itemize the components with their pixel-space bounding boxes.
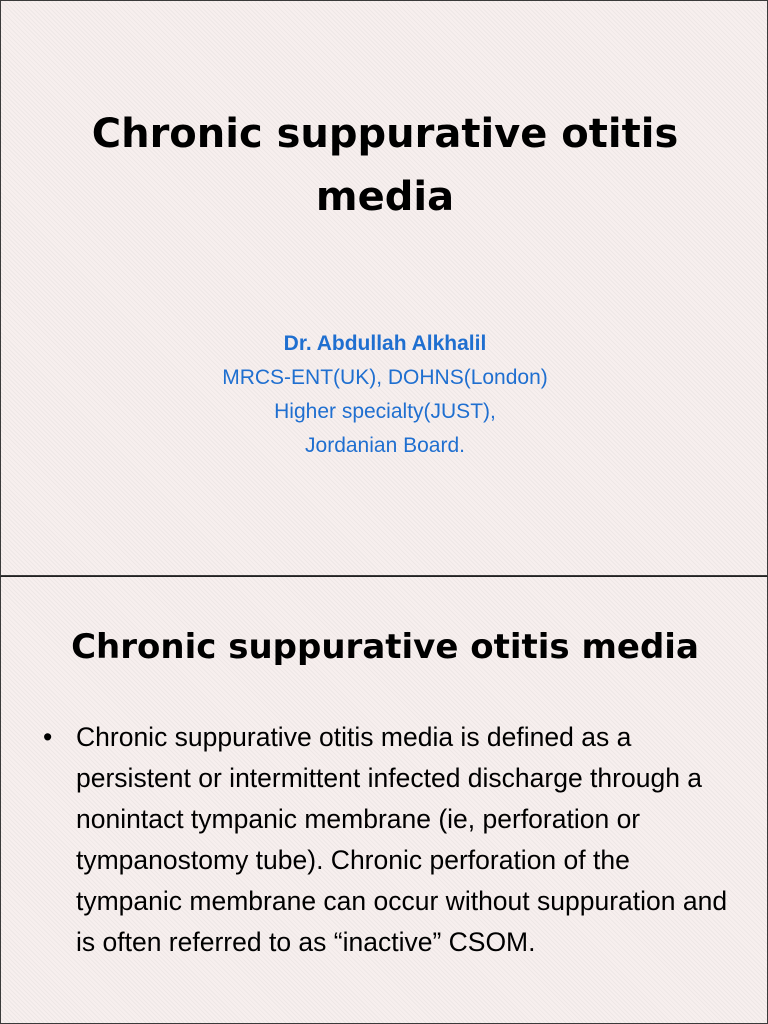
bullet-text: Chronic suppurative otitis media is defined as a persistent or intermittent infected discharge through a nonintact tympanic membrane (ie, perforation or tympanostomy tube). Chronic perforation of the tympanic membrane can occur without suppuration and is often referred to as “inactive” CSOM.	[76, 722, 728, 957]
slide-title: Chronic suppurative otitis media	[71, 627, 699, 667]
credential-line: Jordanian Board.	[305, 434, 465, 457]
credential-line: MRCS-ENT(UK), DOHNS(London)	[222, 366, 548, 389]
slide-title: Chronic suppurative otitis media	[91, 111, 679, 220]
bullet-list	[41, 717, 741, 963]
bullet-item	[41, 717, 741, 963]
author-block	[61, 327, 709, 463]
credential-line: Higher specialty(JUST),	[274, 400, 496, 423]
content-slide	[0, 576, 768, 1024]
bullet-marker: •	[43, 722, 53, 752]
author-name: Dr. Abdullah Alkhalil	[283, 332, 487, 355]
